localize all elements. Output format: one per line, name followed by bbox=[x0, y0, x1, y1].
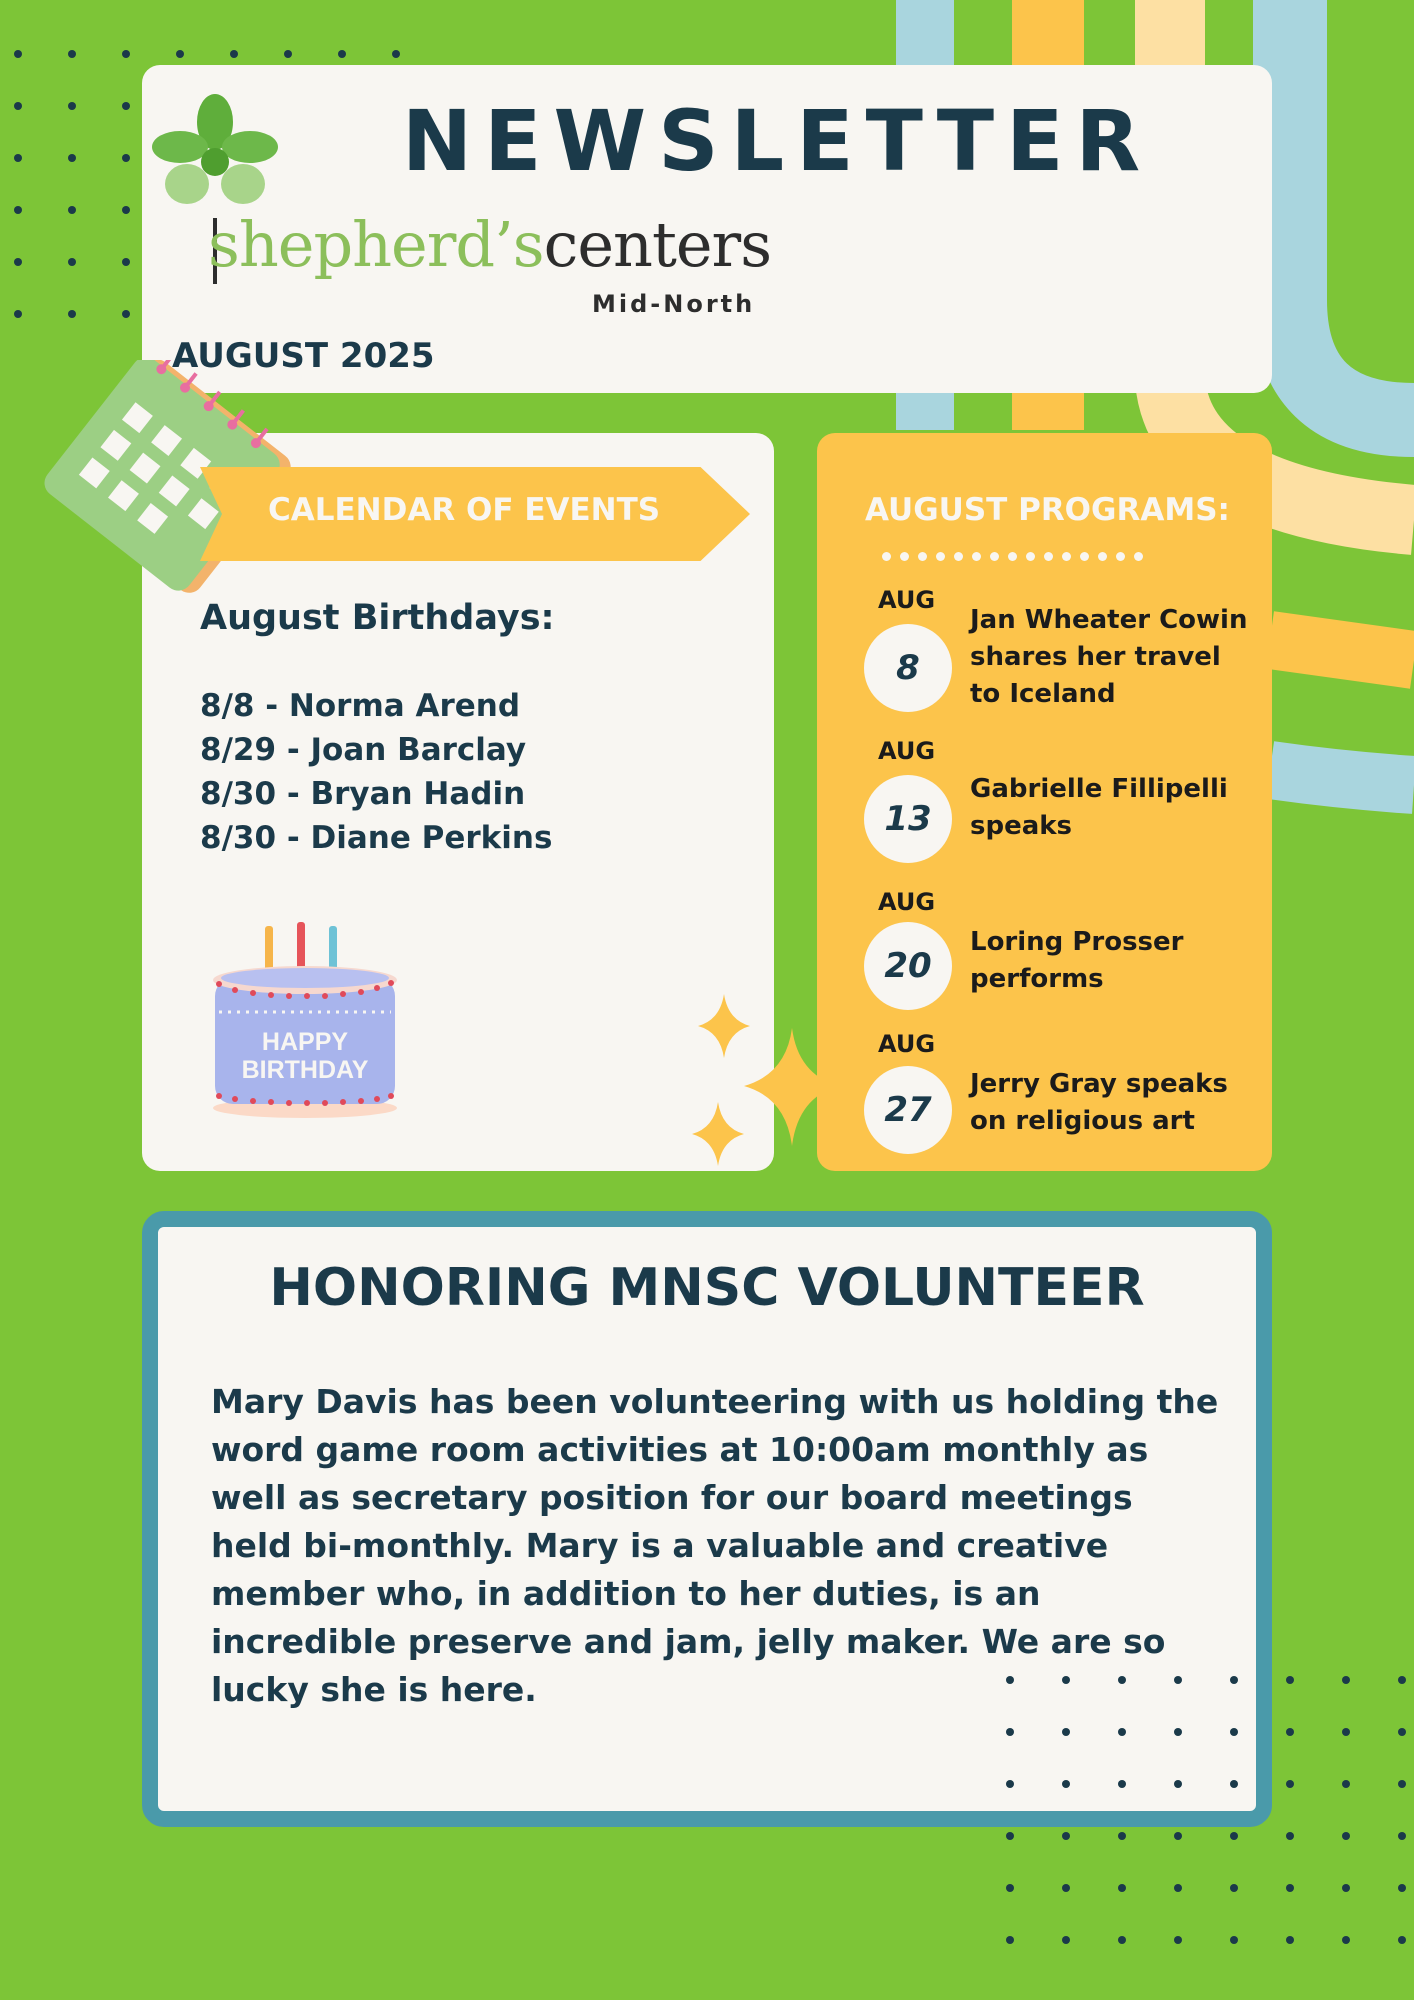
program-description: Jerry Gray speaks on religious art bbox=[970, 1069, 1228, 1136]
program-month: AUG bbox=[878, 737, 936, 765]
sparkles-icon bbox=[688, 990, 838, 1180]
birthday-cake-icon bbox=[205, 918, 405, 1118]
birthday-item: 8/29 - Joan Barclay bbox=[200, 732, 527, 768]
program-day-badge: 8 bbox=[864, 624, 952, 712]
logo-subtitle: Mid-North bbox=[592, 290, 756, 318]
program-day-badge: 20 bbox=[864, 922, 952, 1010]
programs-divider bbox=[882, 552, 1143, 561]
calendar-banner-text: CALENDAR OF EVENTS bbox=[268, 492, 661, 528]
program-month: AUG bbox=[878, 888, 936, 916]
program-item bbox=[862, 586, 1262, 709]
programs-heading: AUGUST PROGRAMS: bbox=[865, 492, 1230, 528]
cake-text-line-2: BIRTHDAY bbox=[241, 1056, 369, 1084]
newsletter-title: NEWSLETTER bbox=[401, 92, 1153, 190]
program-description: Jan Wheater Cowin shares her travel to Iceland bbox=[970, 605, 1248, 709]
program-description: Gabrielle Fillipelli speaks bbox=[970, 774, 1228, 841]
birthday-item: 8/30 - Diane Perkins bbox=[200, 820, 553, 856]
program-item bbox=[862, 1030, 1262, 1150]
program-day-badge: 27 bbox=[864, 1066, 952, 1154]
program-day-badge: 13 bbox=[864, 775, 952, 863]
logo-text-shepherds: shepherd’s bbox=[208, 208, 544, 281]
logo-text-centers: centers bbox=[543, 208, 772, 281]
logo-wordmark bbox=[208, 208, 772, 281]
volunteer-body: Mary Davis has been volunteering with us holding the word game room activities at 10:00am monthly as well as secretary position for our board meetings held bi-monthly. Mary is a valuable and creative member who, in addition to her duties, is an incredible preserve and jam, jelly maker. We are so lucky she is here. bbox=[211, 1382, 1219, 1709]
program-month: AUG bbox=[878, 586, 936, 614]
birthdays-heading: August Birthdays: bbox=[200, 598, 555, 638]
birthday-item: 8/30 - Bryan Hadin bbox=[200, 776, 526, 812]
program-item bbox=[862, 737, 1262, 857]
birthday-item: 8/8 - Norma Arend bbox=[200, 688, 521, 724]
issue-date: AUGUST 2025 bbox=[172, 336, 435, 376]
decorative-dots-bottom-right bbox=[1006, 1676, 1406, 1944]
cake-text-line-1: HAPPY bbox=[261, 1028, 349, 1056]
birthdays-list bbox=[200, 684, 552, 860]
program-item bbox=[862, 888, 1262, 1008]
volunteer-heading: HONORING MNSC VOLUNTEER bbox=[269, 1258, 1145, 1318]
program-month: AUG bbox=[878, 1030, 936, 1058]
program-description: Loring Prosser performs bbox=[970, 927, 1184, 994]
